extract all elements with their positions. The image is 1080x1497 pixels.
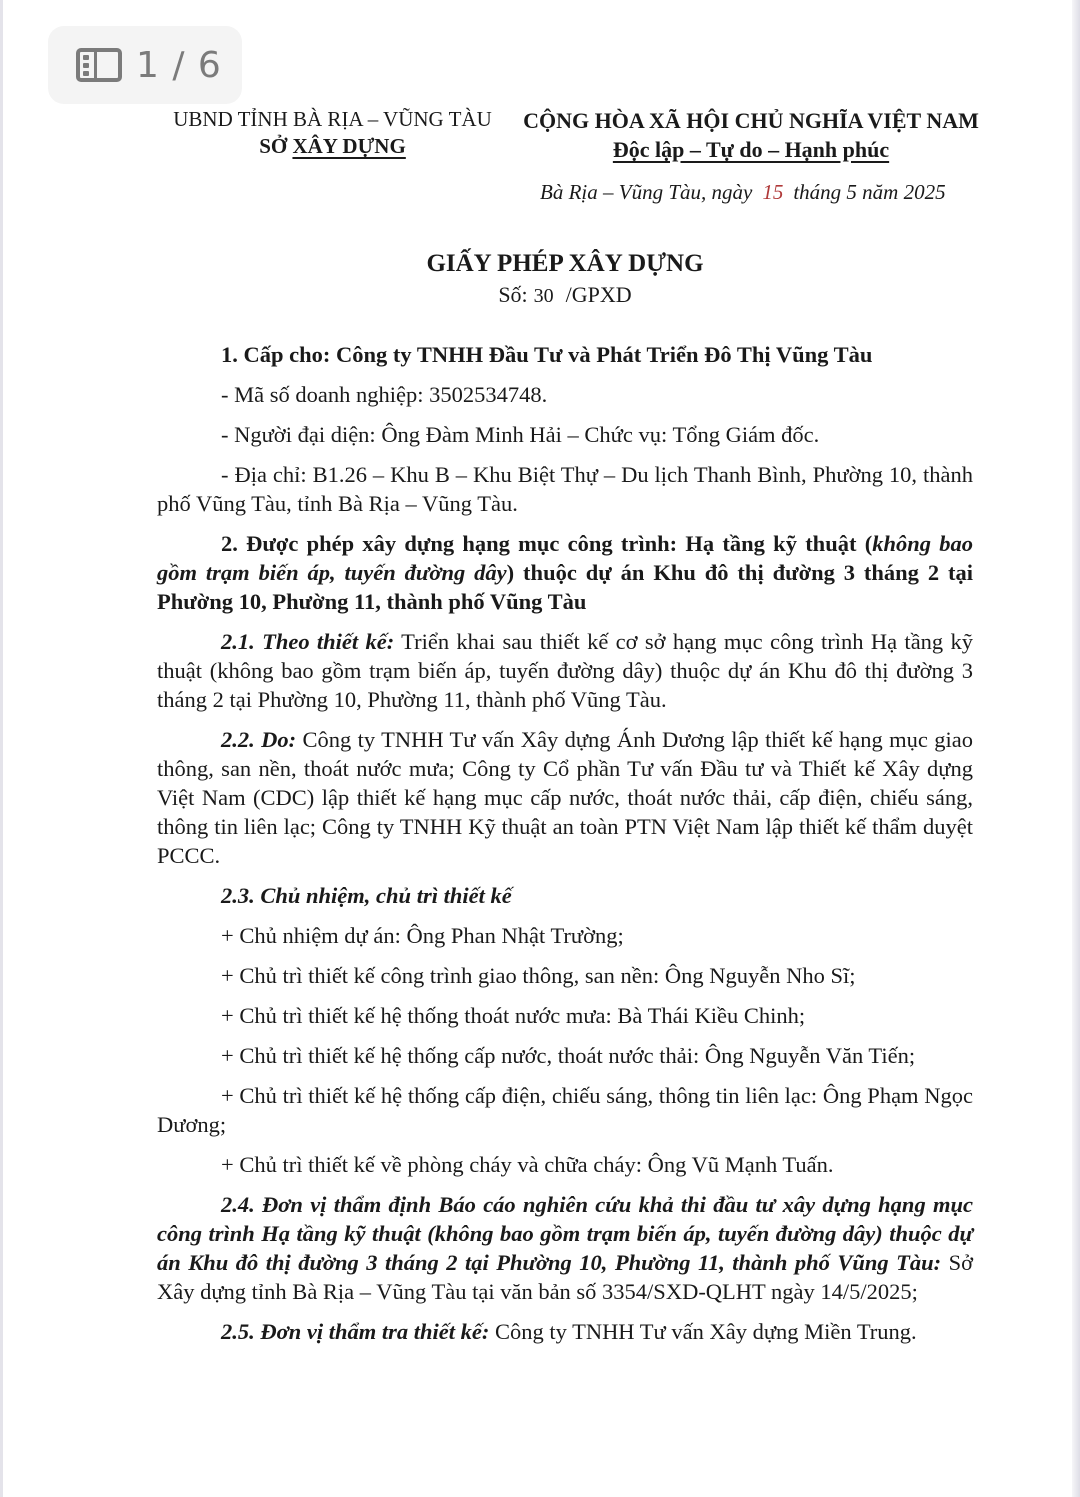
page-indicator-badge[interactable] [48,26,242,104]
section-2-1: 2.1. Theo thiết kế: Triển khai sau thiết kế cơ sở hạng mục công trình Hạ tầng kỹ thuật (không bao gồm trạm biến áp, tuyến đường dây) thuộc dự án Khu đô thị đường 3 tháng 2 tại Phường 10, Phường 11, thành phố Vũng Tàu. [157,629,974,712]
section-2-3-heading: 2.3. Chủ nhiệm, chủ trì thiết kế [221,883,512,908]
list-item: + Chủ trì thiết kế hệ thống cấp điện, chiếu sáng, thông tin liên lạc: Ông Phạm Ngọc Dương; [157,1083,973,1137]
section-2-2: 2.2. Do: Công ty TNHH Tư vấn Xây dựng Ánh Dương lập thiết kế hạng mục giao thông, san nền, thoát nước mưa; Công ty Cổ phần Tư vấn Đầu tư và Thiết kế Xây dựng Việt Nam (CDC) lập thiết kế hạng mục cấp nước, thoát nước thải, cấp điện, chiếu sáng, thông tin liên lạc; Công ty TNHH Kỹ thuật an toàn PTN Việt Nam lập thiết kế thẩm duyệt PCCC. [157,727,973,868]
national-motto: Độc lập – Tự do – Hạnh phúc [612,137,890,162]
issuing-authority [160,106,505,160]
section-2-4: 2.4. Đơn vị thẩm định Báo cáo nghiên cứu khả thi đầu tư xây dựng hạng mục công trình Hạ tầng kỹ thuật (không bao gồm trạm biến áp, tuyến đường dây) thuộc dự án Khu đô thị đường 3 tháng 2 tại Phường 10, Phường 11, thành phố Vũng Tàu: Sở Xây dựng tỉnh Bà Rịa – Vũng Tàu tại văn bản số 3354/SXD-QLHT ngày 14/5/2025; [157,1192,973,1304]
national-header [515,106,987,164]
tax-code: - Mã số doanh nghiệp: 3502534748. [221,382,548,407]
department-name: SỞ XÂY DỰNG [259,134,406,158]
document-title: GIẤY PHÉP XÂY DỰNG [426,250,704,277]
sidebar-panel-icon [76,48,122,82]
list-item: + Chủ trì thiết kế công trình giao thông, san nền: Ông Nguyễn Nho Sĩ; [221,963,856,988]
nation-name: CỘNG HÒA XÃ HỘI CHỦ NGHĨA VIỆT NAM [523,108,979,133]
viewer-scrollbar[interactable] [1072,0,1080,1497]
list-item: + Chủ trì thiết kế về phòng cháy và chữa cháy: Ông Vũ Mạnh Tuấn. [221,1152,834,1177]
viewer-left-edge [0,0,3,1497]
permit-number: Số: 30 /GPXD [498,282,632,307]
list-item: + Chủ trì thiết kế hệ thống cấp nước, thoát nước thải: Ông Nguyễn Văn Tiến; [221,1043,916,1068]
province-committee: UBND TỈNH BÀ RỊA – VŨNG TÀU [173,107,492,131]
page-count: 1 / 6 [136,44,222,86]
address: - Địa chỉ: B1.26 – Khu B – Khu Biệt Thự – Du lịch Thanh Bình, Phường 10, thành phố Vũng Tàu, tỉnh Bà Rịa – Vũng Tàu. [157,462,973,516]
section-2-heading: 2. Được phép xây dựng hạng mục công trình: Hạ tầng kỹ thuật (không bao gồm trạm biến áp, tuyến đường dây) thuộc dự án Khu đô thị đường 3 tháng 2 tại Phường 10, Phường 11, thành phố Vũng Tàu [157,531,973,614]
issue-day: 15 [762,180,784,204]
section-2-5: 2.5. Đơn vị thẩm tra thiết kế: Công ty TNHH Tư vấn Xây dựng Miền Trung. [221,1319,917,1344]
section-1-heading: 1. Cấp cho: Công ty TNHH Đầu Tư và Phát Triển Đô Thị Vũng Tàu [221,342,873,367]
list-item: + Chủ nhiệm dự án: Ông Phan Nhật Trường; [221,923,624,948]
issue-date: Bà Rịa – Vũng Tàu, ngày 15 tháng 5 năm 2025 [540,180,946,204]
list-item: + Chủ trì thiết kế hệ thống thoát nước mưa: Bà Thái Kiều Chinh; [221,1003,806,1028]
document-body [157,340,973,1357]
representative: - Người đại diện: Ông Đàm Minh Hải – Chức vụ: Tổng Giám đốc. [221,422,820,447]
